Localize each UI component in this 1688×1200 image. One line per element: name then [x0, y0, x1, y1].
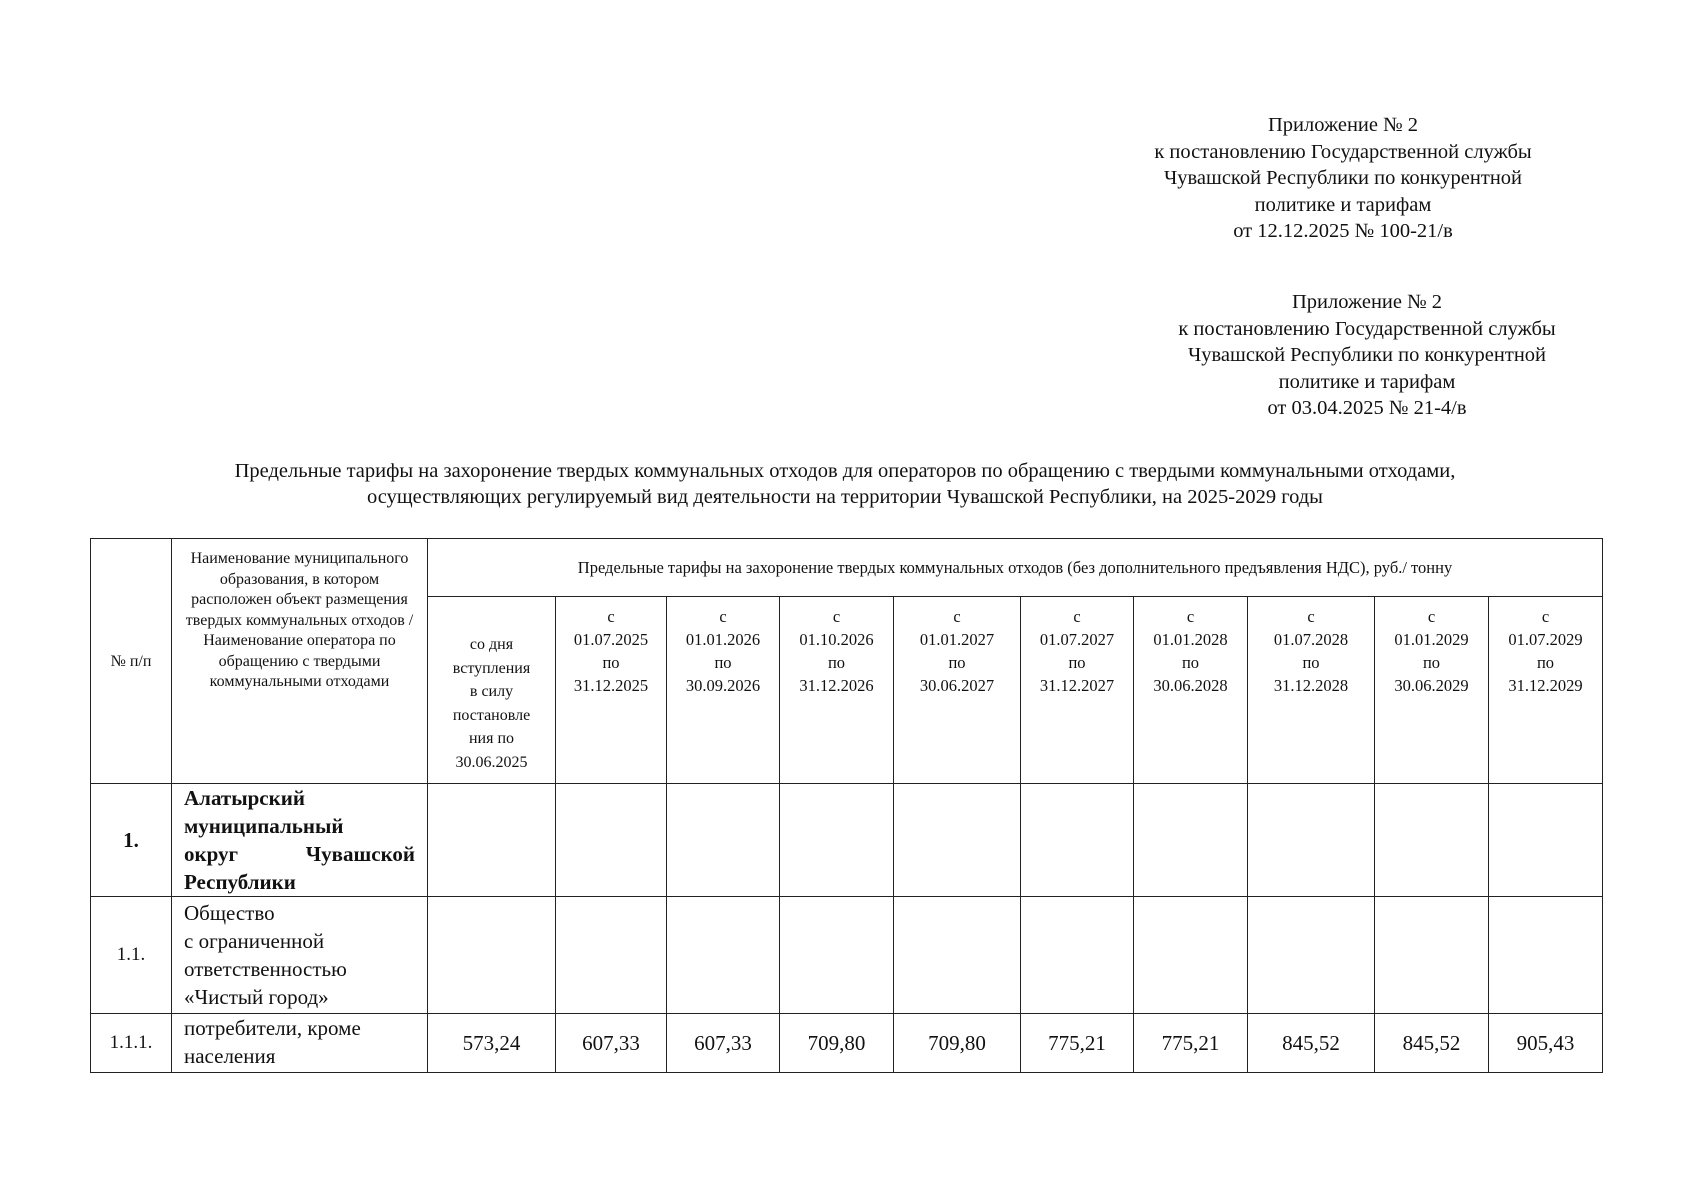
tariff-value: 607,33 [556, 1014, 667, 1073]
empty-cell [1248, 784, 1375, 897]
row-num: 1. [91, 784, 172, 897]
title-line2: осуществляющих регулируемый вид деятельности на территории Чувашской Республики, на 2025-2029 годы [367, 486, 1323, 508]
period-1-from: 01.07.2025 [573, 630, 649, 649]
header-tariffs: Предельные тарифы на захоронение твердых коммунальных отходов (без дополнительного предъявления НДС), руб./ тонну [428, 539, 1603, 597]
period-header-0 [428, 597, 556, 784]
appendix-current-line3: Чувашской Республики по конкурентной [1163, 167, 1523, 189]
period-header-1 [556, 597, 667, 784]
empty-cell [1248, 897, 1375, 1014]
row-name-line: округ Чувашской [184, 842, 415, 866]
period-header-4 [894, 597, 1021, 784]
empty-cell [1134, 784, 1248, 897]
appendix-original-line2: к постановлению Государственной службы [1178, 317, 1556, 340]
period-header-2 [667, 597, 780, 784]
period-4-po: по [948, 653, 966, 672]
appendix-current-line4: политике и тарифам [1254, 193, 1432, 216]
period-5-from: 01.07.2027 [1039, 630, 1115, 649]
empty-cell [780, 784, 894, 897]
table-row [91, 1014, 1603, 1073]
appendix-original-line5: от 03.04.2025 № 21-4/в [1267, 397, 1467, 419]
period-7-from: 01.07.2028 [1273, 630, 1349, 649]
tariff-value: 905,43 [1489, 1014, 1603, 1073]
appendix-current-block [1108, 112, 1578, 245]
empty-cell [780, 897, 894, 1014]
empty-cell [428, 897, 556, 1014]
period-4-to: 30.06.2027 [919, 676, 995, 695]
period-8-po: по [1422, 653, 1441, 672]
period-8-to: 30.06.2029 [1394, 676, 1469, 695]
period-7-po: по [1302, 653, 1320, 672]
period-9-po: по [1536, 653, 1555, 672]
appendix-original-line3: Чувашской Республики по конкурентной [1187, 344, 1547, 366]
period-7-to: 31.12.2028 [1273, 676, 1349, 695]
period-5-to: 31.12.2027 [1039, 676, 1115, 695]
period-9-from: 01.07.2029 [1508, 630, 1583, 649]
header-num: № п/п [91, 539, 172, 784]
period-2-from: 01.01.2026 [685, 630, 761, 649]
appendix-current-line2: к постановлению Государственной службы [1154, 140, 1532, 163]
empty-cell [428, 784, 556, 897]
table-row [91, 784, 1603, 897]
empty-cell [556, 897, 667, 1014]
document-title [100, 458, 1590, 510]
tariff-value: 775,21 [1134, 1014, 1248, 1073]
row-name-line: ответственностью [184, 957, 347, 981]
row-name [172, 784, 428, 897]
row-name [172, 897, 428, 1014]
period-2-to: 30.09.2026 [685, 676, 761, 695]
period-5-c: с [1073, 607, 1081, 626]
empty-cell [1489, 897, 1603, 1014]
period-5-po: по [1068, 653, 1086, 672]
tariff-value: 709,80 [894, 1014, 1021, 1073]
title-line1: Предельные тарифы на захоронение твердых коммунальных отходов для операторов по обращению с твердыми коммунальными отходами, [234, 460, 1456, 482]
tariff-value: 709,80 [780, 1014, 894, 1073]
empty-cell [667, 784, 780, 897]
period-0-line6: 30.06.2025 [455, 753, 528, 771]
tariff-value: 775,21 [1021, 1014, 1134, 1073]
empty-cell [1134, 897, 1248, 1014]
row-name-line: населения [184, 1044, 276, 1068]
tariff-value: 845,52 [1248, 1014, 1375, 1073]
period-1-po: по [602, 653, 620, 672]
period-6-from: 01.01.2028 [1153, 630, 1228, 649]
tariff-value: 573,24 [428, 1014, 556, 1073]
row-name-line: муниципальный [184, 814, 344, 838]
empty-cell [1375, 784, 1489, 897]
table-row [91, 897, 1603, 1014]
period-0-line5: ния по [468, 730, 515, 747]
period-6-to: 30.06.2028 [1153, 676, 1228, 695]
period-header-6 [1134, 597, 1248, 784]
appendix-current-line1: Приложение № 2 [1267, 114, 1419, 136]
empty-cell [894, 784, 1021, 897]
period-4-from: 01.01.2027 [919, 630, 995, 649]
period-3-from: 01.10.2026 [799, 630, 874, 649]
empty-cell [556, 784, 667, 897]
period-7-c: с [1307, 607, 1315, 626]
period-2-po: по [714, 653, 732, 672]
period-4-c: с [953, 607, 961, 626]
period-2-c: с [719, 607, 727, 626]
period-header-9 [1489, 597, 1603, 784]
period-header-5 [1021, 597, 1134, 784]
row-name-line: Республики [184, 870, 296, 894]
appendix-original-line4: политике и тарифам [1278, 370, 1456, 393]
period-0-line3: в силу [469, 683, 514, 700]
period-header-3 [780, 597, 894, 784]
row-num: 1.1. [91, 897, 172, 1014]
empty-cell [894, 897, 1021, 1014]
period-6-po: по [1181, 653, 1200, 672]
row-name-line: Алатырский [184, 786, 305, 810]
row-name-line: «Чистый город» [184, 985, 329, 1009]
period-8-from: 01.01.2029 [1394, 630, 1469, 649]
tariff-value: 845,52 [1375, 1014, 1489, 1073]
period-3-c: с [832, 607, 841, 626]
empty-cell [667, 897, 780, 1014]
row-num: 1.1.1. [91, 1014, 172, 1073]
period-0-line4: постановле [452, 706, 531, 724]
period-6-c: с [1186, 607, 1195, 626]
period-header-8 [1375, 597, 1489, 784]
period-9-c: с [1541, 607, 1550, 626]
period-header-7 [1248, 597, 1375, 784]
appendix-original-line1: Приложение № 2 [1291, 291, 1443, 313]
appendix-original-block [1132, 289, 1602, 422]
period-1-to: 31.12.2025 [573, 676, 649, 695]
row-name-line: потребители, кроме [184, 1016, 361, 1040]
row-name [172, 1014, 428, 1073]
row-name-line: с ограниченной [184, 929, 325, 953]
empty-cell [1021, 897, 1134, 1014]
tariff-value: 607,33 [667, 1014, 780, 1073]
empty-cell [1489, 784, 1603, 897]
tariff-table [90, 538, 1603, 1073]
empty-cell [1375, 897, 1489, 1014]
period-0-line2: вступления [452, 659, 531, 677]
empty-cell [1021, 784, 1134, 897]
appendix-current-line5: от 12.12.2025 № 100-21/в [1233, 220, 1453, 242]
period-0-line1: со дня [469, 636, 514, 653]
period-1-c: с [607, 607, 615, 626]
period-8-c: с [1427, 607, 1436, 626]
period-3-po: по [827, 653, 846, 672]
period-9-to: 31.12.2029 [1508, 676, 1583, 695]
period-3-to: 31.12.2026 [799, 676, 874, 695]
header-name: Наименование муниципального образования, в котором расположен объект размещения твердых коммунальных отходов / Наименование оператора по обращению с твердыми коммунальными отходами [172, 539, 428, 784]
row-name-line: Общество [184, 901, 275, 925]
